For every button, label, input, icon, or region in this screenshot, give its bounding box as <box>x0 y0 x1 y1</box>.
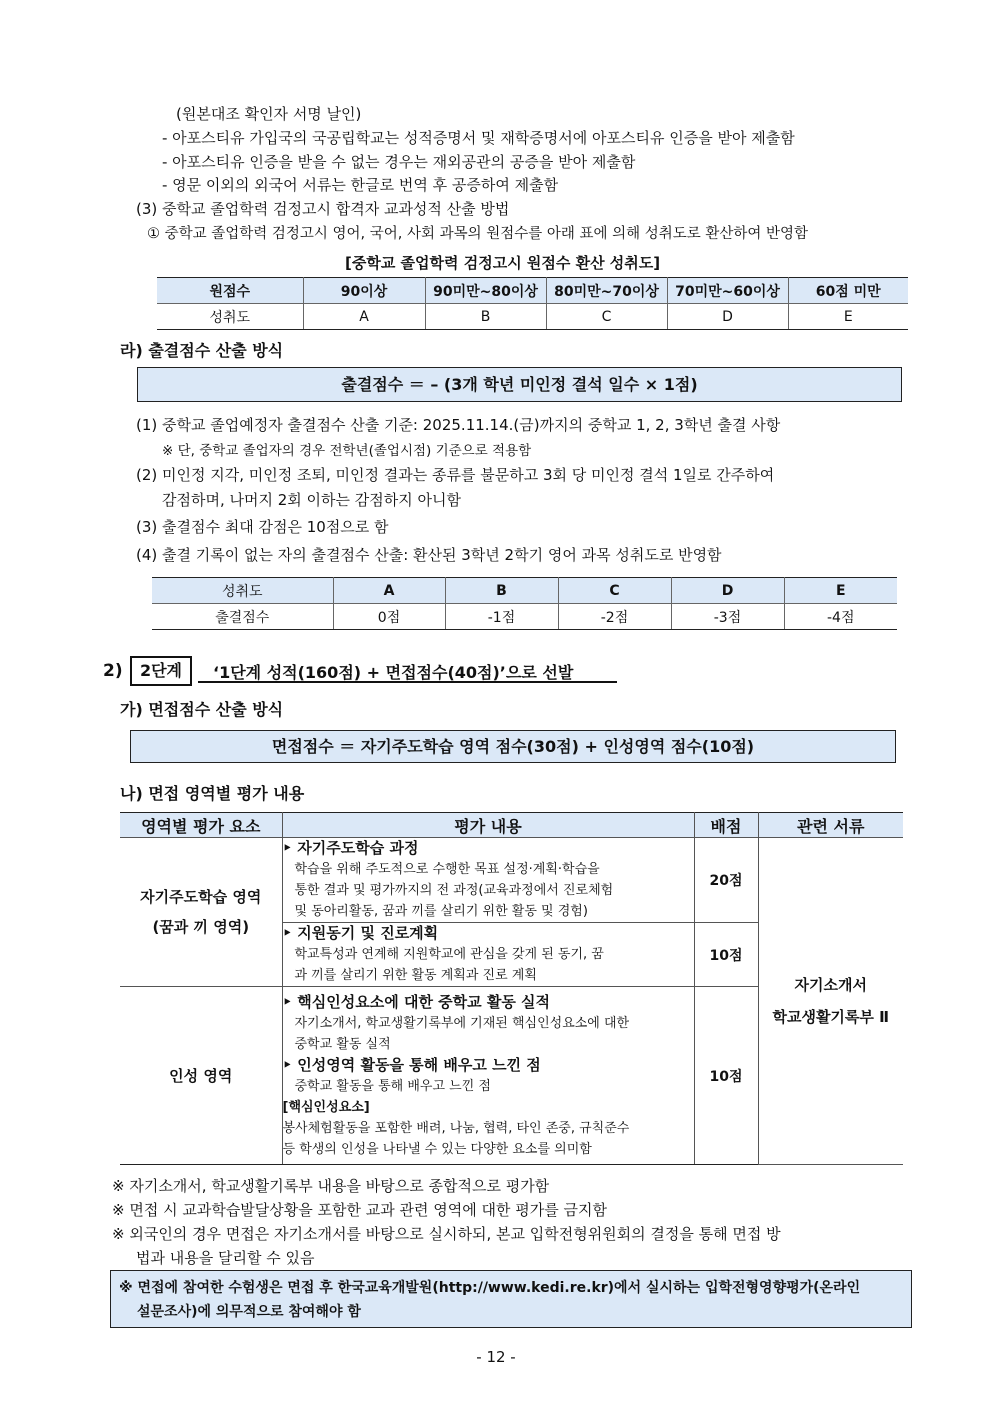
table-row <box>157 304 908 330</box>
table-header-cell: A <box>333 578 445 604</box>
paragraph: (4) 출결 기록이 없는 자의 출결점수 산출: 환산된 3학년 2학기 영어 과목 성취도로 반영함 <box>136 546 722 564</box>
table-header-row <box>152 578 897 604</box>
score-cell: 10점 <box>694 987 758 1165</box>
note: ※ 면접 시 교과학습발달상황을 포함한 교과 관련 영역에 대한 평가를 금지함 <box>112 1201 607 1219</box>
table-header-row <box>120 813 903 838</box>
table-header-cell: 60점 미만 <box>788 278 908 304</box>
stage-badge: 2단계 <box>130 656 192 686</box>
documents-cell <box>758 838 903 1165</box>
attendance-score-table <box>152 577 897 630</box>
section-heading: 나) 면접 영역별 평가 내용 <box>120 784 305 803</box>
content-heading: ‣ 핵심인성요소에 대한 중학교 활동 실적 <box>282 992 551 1011</box>
intro-line: (원본대조 확인자 서명 날인) <box>176 105 362 123</box>
score-cell: 10점 <box>694 923 758 987</box>
table1-title: [중학교 졸업학력 검정고시 원점수 환산 성취도] <box>345 254 661 272</box>
content-body: 과 끼를 살리기 위한 활동 계획과 진로 계획 <box>294 968 537 983</box>
intro-line: - 아포스티유 인증을 받을 수 없는 경우는 재외공관의 공증을 받아 제출함 <box>162 153 636 171</box>
table-cell: D <box>667 304 788 330</box>
table-cell: -1점 <box>445 604 558 630</box>
table-cell: 출결점수 <box>152 604 333 630</box>
table-header-cell: 80미만~70이상 <box>546 278 667 304</box>
table-cell: C <box>546 304 667 330</box>
note: ※ 단, 중학교 졸업자의 경우 전학년(졸업시점) 기준으로 적용함 <box>162 443 532 459</box>
notice-line: ※ 면접에 참여한 수험생은 면접 후 한국교육개발원(http://www.kedi.re.kr)에서 실시하는 입학전형영향평가(온라인 <box>119 1280 861 1296</box>
table-header-cell: E <box>784 578 897 604</box>
table-header-cell: D <box>671 578 784 604</box>
section-heading: 가) 면접점수 산출 방식 <box>120 700 284 719</box>
interview-evaluation-table <box>120 812 903 1165</box>
intro-line: ① 중학교 졸업학력 검정고시 영어, 국어, 사회 과목의 원점수를 아래 표에 의해 성취도로 환산하여 반영함 <box>147 226 809 242</box>
content-body: 봉사체험활동을 포함한 배려, 나눔, 협력, 타인 존중, 규칙준수 <box>282 1120 630 1136</box>
intro-line: (3) 중학교 졸업학력 검정고시 합격자 교과성적 산출 방법 <box>136 200 510 218</box>
content-cell <box>282 923 694 987</box>
table-header-row <box>157 278 908 304</box>
table-header-cell: 90이상 <box>303 278 425 304</box>
table-cell: A <box>303 304 425 330</box>
attendance-formula-box: 출결점수 ＝ – (3개 학년 미인정 결석 일수 × 1점) <box>137 367 902 402</box>
area-cell <box>120 838 282 987</box>
table-header-cell: C <box>558 578 671 604</box>
interview-formula-box: 면접점수 ＝ 자기주도학습 영역 점수(30점) + 인성영역 점수(10점) <box>130 730 896 763</box>
table-header-cell: 관련 서류 <box>758 813 903 838</box>
content-body: 학습을 위해 주도적으로 수행한 목표 설정·계획·학습을 <box>294 862 600 877</box>
paragraph: (3) 출결점수 최대 감점은 10점으로 함 <box>136 518 389 536</box>
notice-line: 설문조사)에 의무적으로 참여해야 함 <box>137 1304 361 1320</box>
content-cell <box>282 838 694 923</box>
table-cell: 성취도 <box>157 304 303 330</box>
intro-line: - 아포스티유 가입국의 국공립학교는 성적증명서 및 재학증명서에 아포스티유 인증을 받아 제출함 <box>162 129 795 147</box>
table-header-cell: 영역별 평가 요소 <box>120 813 282 838</box>
section-heading: 라) 출결점수 산출 방식 <box>120 341 284 360</box>
document-name: 자기소개서 <box>794 976 867 994</box>
content-body: 중학교 활동 실적 <box>294 1036 391 1052</box>
note: ※ 외국인의 경우 면접은 자기소개서를 바탕으로 실시하되, 본교 입학전형위원회의 결정을 통해 면접 방 <box>112 1225 781 1243</box>
note: ※ 자기소개서, 학교생활기록부 내용을 바탕으로 종합적으로 평가함 <box>112 1177 550 1195</box>
content-body: 및 동아리활동, 꿈과 끼를 살리기 위한 활동 및 경험) <box>294 904 588 919</box>
paragraph: (1) 중학교 졸업예정자 출결점수 산출 기준: 2025.11.14.(금)까지의 중학교 1, 2, 3학년 출결 사항 <box>136 416 781 434</box>
table-cell: E <box>788 304 908 330</box>
content-body: 중학교 활동을 통해 배우고 느낀 점 <box>294 1078 491 1094</box>
intro-line: - 영문 이외의 외국어 서류는 한글로 번역 후 공증하여 제출함 <box>162 176 559 194</box>
content-heading: ‣ 자기주도학습 과정 <box>282 839 419 857</box>
table-cell: -2점 <box>558 604 671 630</box>
table-row <box>152 604 897 630</box>
table-cell: 0점 <box>333 604 445 630</box>
content-body: 자기소개서, 학교생활기록부에 기재된 핵심인성요소에 대한 <box>294 1015 630 1031</box>
content-body: 등 학생의 인성을 나타낼 수 있는 다양한 요소를 의미함 <box>282 1141 592 1157</box>
table-header-cell: 원점수 <box>157 278 303 304</box>
table-cell: B <box>425 304 546 330</box>
stage-number: 2) <box>103 661 123 681</box>
content-heading: ‣ 인성영역 활동을 통해 배우고 느낀 점 <box>282 1055 541 1074</box>
table-cell: -3점 <box>671 604 784 630</box>
table-header-cell: 성취도 <box>152 578 333 604</box>
paragraph: (2) 미인정 지각, 미인정 조퇴, 미인정 결과는 종류를 불문하고 3회 당 미인정 결석 1일로 간주하여 <box>136 466 775 484</box>
table-header-cell: 70미만~60이상 <box>667 278 788 304</box>
content-cell <box>282 987 694 1165</box>
stage-title: ‘1단계 성적(160점) + 면접점수(40점)’으로 선발 <box>198 660 617 683</box>
content-body: 학교특성과 연계해 지원학교에 관심을 갖게 된 동기, 꿈 <box>294 947 604 962</box>
table-row <box>120 838 903 923</box>
table-header-cell: 배점 <box>694 813 758 838</box>
area-subname: (꿈과 끼 영역) <box>152 918 250 936</box>
area-cell: 인성 영역 <box>120 987 282 1165</box>
content-heading: ‣ 지원동기 및 진로계획 <box>282 924 439 942</box>
survey-notice-box <box>110 1270 912 1328</box>
table-cell: -4점 <box>784 604 897 630</box>
document-name: 학교생활기록부 Ⅱ <box>772 1008 890 1026</box>
paragraph: 감점하며, 나머지 2회 이하는 감점하지 아니함 <box>162 491 461 509</box>
score-conversion-table <box>157 277 908 330</box>
table-header-cell: 평가 내용 <box>282 813 694 838</box>
note: 법과 내용을 달리할 수 있음 <box>136 1249 315 1267</box>
table-header-cell: 90미만~80이상 <box>425 278 546 304</box>
page-number: - 12 - <box>476 1348 516 1366</box>
table-header-cell: B <box>445 578 558 604</box>
score-cell: 20점 <box>694 838 758 923</box>
area-name: 자기주도학습 영역 <box>140 888 262 906</box>
content-subheading: [핵심인성요소] <box>282 1099 370 1115</box>
content-body: 통한 결과 및 평가까지의 전 과정(교육과정에서 진로체험 <box>294 883 614 898</box>
